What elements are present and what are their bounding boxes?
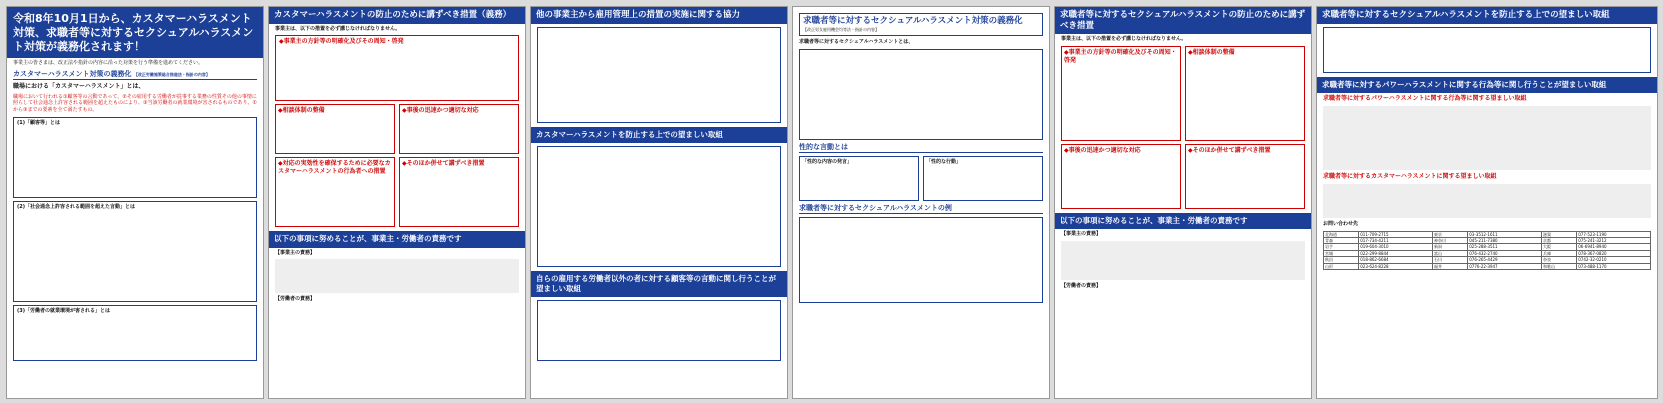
contact-cell: 岩手 xyxy=(1324,244,1359,250)
p6-power-text xyxy=(1323,106,1651,170)
behavior-box: 「性的な行動」 xyxy=(923,156,1043,201)
contact-cell: 青森 xyxy=(1324,238,1359,244)
page-4-heading-box xyxy=(799,13,1043,36)
cooperation-box xyxy=(537,27,781,123)
contact-cell: 宮城 xyxy=(1324,250,1359,256)
contact-cell: 076-432-2740 xyxy=(1468,250,1542,256)
contact-cell: 073-488-1170 xyxy=(1577,263,1651,269)
page-4-note: 【改正男女雇用機会均等法・指針の内容】 xyxy=(803,27,879,33)
contact-row xyxy=(1324,244,1651,250)
p5-measure-row-1 xyxy=(1061,46,1305,141)
p5-duties-band: 以下の事項に努めることが、事業主・労働者の責務です xyxy=(1055,213,1311,229)
page-2 xyxy=(268,6,526,399)
p5-employer-duties xyxy=(1061,241,1305,280)
page-5 xyxy=(1054,6,1312,399)
measure-effectiveness: ◆対応の実効性を確保するために必要なカスタマーハラスメントの行為者への措置 xyxy=(275,157,395,227)
definition-label: 職場における「カスタマーハラスメント」とは、 xyxy=(13,83,145,91)
contact-cell: 秋田 xyxy=(1324,257,1359,263)
p6-customer-text xyxy=(1323,184,1651,218)
conduct-types xyxy=(799,156,1043,201)
p5-measure-policy: ◆事業主の方針等の明確化及びその周知・啓発 xyxy=(1061,46,1181,141)
intro-text: 事業主の皆さまは、改正法や指針の内容に沿った対策を行う準備を進めてください。 xyxy=(13,60,204,67)
p5-employer-duties-title: 【事業主の責務】 xyxy=(1061,231,1102,238)
measure-row-1 xyxy=(275,104,519,154)
contact-row xyxy=(1324,257,1651,263)
jobseeker-definition-box xyxy=(799,49,1043,140)
contact-cell: 018-862-6684 xyxy=(1359,257,1433,263)
contact-row xyxy=(1324,250,1651,256)
contact-cell: 奈良 xyxy=(1541,257,1576,263)
contact-cell: 石川 xyxy=(1432,257,1467,263)
p5-measure-other: ◆そのほか併せて講ずべき措置 xyxy=(1185,144,1305,209)
p6-desirable-box xyxy=(1323,27,1651,73)
page-6-heading: 求職者等に対するセクシュアルハラスメントを防止する上での望ましい取組 xyxy=(1317,7,1657,24)
box-range: (2)「社会通念上許容される範囲を超えた言動」とは xyxy=(13,201,257,302)
contact-table-title: お問い合わせ先 xyxy=(1323,220,1359,227)
page-2-heading: カスタマーハラスメントの防止のために講ずべき措置（義務） xyxy=(269,7,525,24)
measure-response: ◆事後の迅速かつ適切な対応 xyxy=(399,104,519,154)
contact-cell: 023-624-8228 xyxy=(1359,263,1433,269)
contact-row xyxy=(1324,231,1651,237)
p5-lead: 事業主は、以下の措置を必ず講じなければなりません。 xyxy=(1061,36,1187,43)
page-4-heading: 求職者等に対するセクシュアルハラスメント対策の義務化 xyxy=(803,16,1023,26)
desirable-band-1: カスタマーハラスメントを防止する上での望ましい取組 xyxy=(531,127,787,143)
contact-cell: 03-3512-1611 xyxy=(1468,231,1542,237)
page-3-heading: 他の事業主から雇用管理上の措置の実施に関する協力 xyxy=(531,7,787,24)
desirable-band-2: 自らの雇用する労働者以外の者に対する顧客等の言動に関し行うことが望ましい取組 xyxy=(531,271,787,297)
contact-cell: 078-367-0820 xyxy=(1577,250,1651,256)
page-1 xyxy=(6,6,264,399)
contact-cell: 山形 xyxy=(1324,263,1359,269)
contact-row xyxy=(1324,238,1651,244)
p5-worker-duties-title: 【労働者の責務】 xyxy=(1061,282,1102,289)
contact-cell: 富山 xyxy=(1432,250,1467,256)
measure-consult: ◆相談体制の整備 xyxy=(275,104,395,154)
p6-red-heading-1: 求職者等に対するパワーハラスメントに関する行為等に関する望ましい取組 xyxy=(1323,94,1527,102)
worker-duties-title: 【労働者の責務】 xyxy=(275,296,316,303)
p4-definition-label: 求職者等に対するセクシュアルハラスメントとは、 xyxy=(799,38,914,45)
desirable-box-2 xyxy=(537,300,781,361)
speech-box: 「性的な内容の発言」 xyxy=(799,156,919,201)
contact-cell: 017-734-4211 xyxy=(1359,238,1433,244)
employer-duties xyxy=(275,259,519,293)
p6-red-heading-2: 求職者等に対するカスタマーハラスメントに関する望ましい取組 xyxy=(1323,172,1497,180)
lead-text: 事業主は、以下の措置を必ず講じなければなりません。 xyxy=(275,25,401,32)
sexual-conduct-title: 性的な言動とは xyxy=(799,143,1043,153)
page-3 xyxy=(530,6,788,399)
contact-cell: 076-265-4429 xyxy=(1468,257,1542,263)
measure-other: ◆そのほか併せて講ずべき措置 xyxy=(399,157,519,227)
contact-cell: 兵庫 xyxy=(1541,250,1576,256)
contact-cell: 06-6941-8940 xyxy=(1577,244,1651,250)
page-5-heading: 求職者等に対するセクシュアルハラスメントの防止のために講ずべき措置 xyxy=(1055,7,1311,34)
box-environment: (3)「労働者の就業環境が害される」とは xyxy=(13,305,257,361)
examples-box xyxy=(799,217,1043,303)
duties-band: 以下の事項に努めることが、事業主・労働者の責務です xyxy=(269,231,525,247)
contact-cell: 京都 xyxy=(1541,238,1576,244)
contact-cell: 神奈川 xyxy=(1432,238,1467,244)
contact-cell: 0776-22-3947 xyxy=(1468,263,1542,269)
obligation-heading: カスタマーハラスメント対策の義務化 【改正労働施策総合推進法・指針の内容】 xyxy=(13,70,257,80)
contact-cell: 019-604-3010 xyxy=(1359,244,1433,250)
contact-cell: 福井 xyxy=(1432,263,1467,269)
contact-cell: 075-241-3212 xyxy=(1577,238,1651,244)
p6-power-band: 求職者等に対するパワーハラスメントに関する行為等に関し行うことが望ましい取組 xyxy=(1317,77,1657,93)
contact-cell: 大阪 xyxy=(1541,244,1576,250)
contact-row xyxy=(1324,263,1651,269)
contact-table xyxy=(1323,231,1651,270)
examples-title: 求職者等に対するセクシュアルハラスメントの例 xyxy=(799,204,1043,214)
contact-cell: 045-211-7380 xyxy=(1468,238,1542,244)
contact-cell: 新潟 xyxy=(1432,244,1467,250)
contact-cell: 北海道 xyxy=(1324,231,1359,237)
contact-cell: 022-299-8844 xyxy=(1359,250,1433,256)
contact-cell: 和歌山 xyxy=(1541,263,1576,269)
contact-cell: 東京 xyxy=(1432,231,1467,237)
page-4 xyxy=(792,6,1050,399)
contact-cell: 077-523-1190 xyxy=(1577,231,1651,237)
page-1-title: 令和8年10月1日から、カスタマーハラスメント対策、求職者等に対するセクシュアルハラスメント対策が義務化されます！ xyxy=(7,7,263,58)
contact-cell: 011-709-2715 xyxy=(1359,231,1433,237)
definition-text: 職場において行われる①顧客等の言動であって、②その雇用する労働者が従事する業務の性質その他の事情に照らして社会通念上許容される範囲を超えたものにより、③当該労働者の就業環境が害されるものであり、①から③までの要素を全て満たすもの。 xyxy=(13,93,257,114)
measure-row-2 xyxy=(275,157,519,227)
measure-policy: ◆事業主の方針等の明確化及びその周知・啓発 xyxy=(275,35,519,101)
page-6 xyxy=(1316,6,1658,399)
contact-cell: 滋賀 xyxy=(1541,231,1576,237)
contact-cell: 025-288-3511 xyxy=(1468,244,1542,250)
employer-duties-title: 【事業主の責務】 xyxy=(275,249,316,256)
contact-cell: 0742-32-0210 xyxy=(1577,257,1651,263)
box-customer: (1)「顧客等」とは xyxy=(13,117,257,198)
p5-measure-row-2 xyxy=(1061,144,1305,209)
desirable-box-1 xyxy=(537,146,781,267)
p5-measure-response: ◆事後の迅速かつ適切な対応 xyxy=(1061,144,1181,209)
p5-measure-consult: ◆相談体制の整備 xyxy=(1185,46,1305,141)
